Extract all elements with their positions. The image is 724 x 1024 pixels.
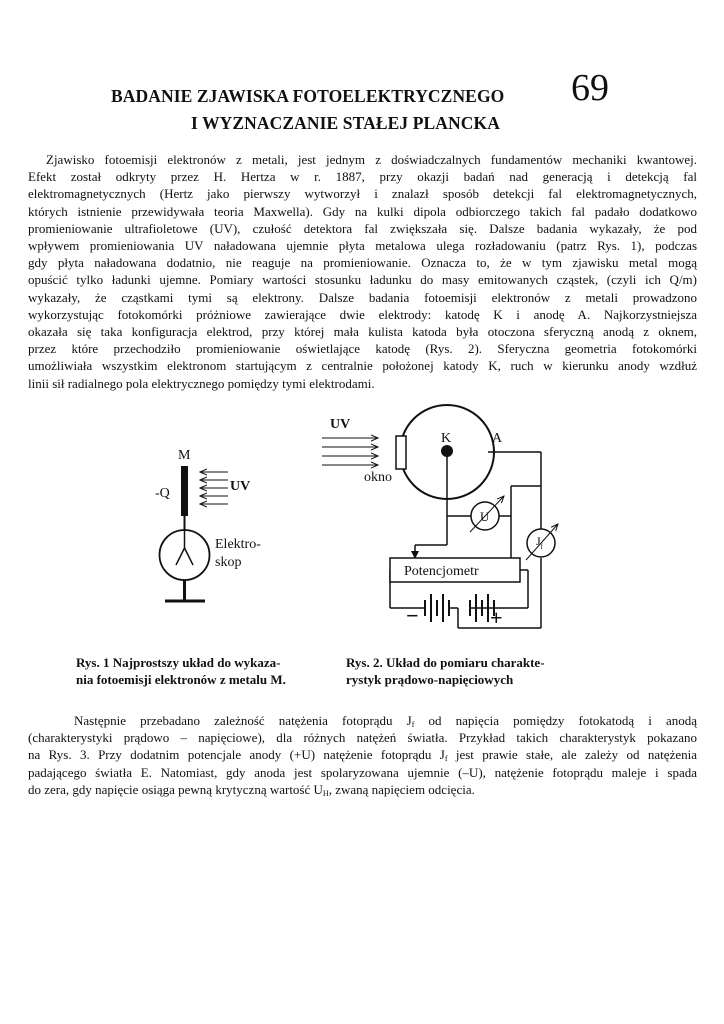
text-line: linii sił radialnego pola elektrycznego pomiędzy tymi elektrodami. [28, 375, 375, 391]
characteristics-paragraph [28, 712, 697, 798]
text-line: opuścić tylko ładunki ujemne. Pomiary wartości stosunku ładunku do masy emitowanych cząstek, (czyli ich Q/m) [28, 272, 697, 288]
subscript: H [322, 788, 329, 798]
fig2-label-k: K [441, 431, 452, 446]
fig2-label-u: U [480, 509, 490, 524]
fig1-label-charge: -Q [155, 486, 170, 501]
text-line [28, 781, 697, 798]
fig2-label-a: A [492, 431, 503, 446]
figure-1-caption [76, 654, 286, 688]
fig1-label-electroscope-1: Elektro- [215, 537, 261, 552]
text-span: Następnie przebadano zależność natężenia fotoprądu J [74, 713, 412, 728]
exercise-number: 69 [571, 67, 609, 109]
caption-line: rystyk prądowo-napięciowych [346, 672, 514, 687]
caption-line: Rys. 1 Najprostszy układ do wykaza- [76, 655, 281, 670]
text-line: okazała się taka konfiguracja elektrod, przy której mała kulista katoda była otoczona sferyczną anodą z oknem, [28, 324, 697, 340]
page-title-line-2: I WYZNACZANIE STAŁEJ PLANCKA [191, 113, 500, 133]
fig2-label-window: okno [364, 470, 392, 485]
fig2-label-j-main: J [536, 534, 541, 548]
caption-line: nia fotoemisji elektronów z metalu M. [76, 672, 286, 687]
figure-2-caption [346, 654, 545, 688]
text-line: (charakterystyki prądowo – napięciowe), dla różnych natężeń światła. Przykład takich charakterystyk pokazano [28, 730, 697, 746]
fig1-label-m: M [178, 448, 191, 463]
text-span: od napięcia pomiędzy fotokatodą i anodą [414, 713, 697, 728]
fig2-label-j-sub: f [540, 543, 544, 551]
subscript: f [411, 720, 415, 729]
text-line: wykazały, że cząstkami tymi są elektrony. Dalsze badania fotoemisji elektronów z metali prowadzono [28, 289, 697, 305]
text-line [28, 746, 697, 763]
text-line: Zjawisko fotoemisji elektronów z metali, jest jednym z doświadczalnych fundamentów mechaniki kwantowej. [46, 152, 697, 167]
text-line: których istnienie przewidywała teoria Maxwella). Gdy na kulki dipola odbiorczego takich fal padało dodatkowo [28, 203, 697, 219]
uv-arrows-fig1 [200, 472, 228, 504]
uv-arrows-fig2 [322, 438, 378, 465]
fig1-label-uv: UV [230, 479, 251, 494]
text-line: wpływem promieniowania UV naładowana ujemnie płyta metalowa ulega rozładowaniu (patrz Rys. 1), podczas [28, 238, 697, 254]
text-line: wykorzystując fotokomórki próżniowe zawierające dwie elektrody: katodę K i anodę A. Najkorzystniejsza [28, 306, 697, 322]
text-line: padającego światła E. Natomiast, gdy anoda jest spolaryzowana ujemnie (–U), natężenie fotoprądu maleje i spada [28, 764, 697, 780]
figure-2 [322, 405, 558, 630]
text-line: promieniowanie ultrafioletowe (UV), czułość detektora fal zwiększała się. Dalsze badania wykazały, że pod [28, 220, 697, 236]
text-line: gdy płyta naładowana dodatnio, nie reaguje na promieniowanie. Oznacza to, że w tym zjawisku metal mogą [28, 255, 697, 271]
text-span: jest prawie stałe, ale zależy od natężenia [447, 747, 697, 763]
page-title-line-1: BADANIE ZJAWISKA FOTOELEKTRYCZNEGO [111, 86, 505, 106]
text-span: , zwaną napięciem odcięcia. [328, 781, 475, 797]
fig1-label-electroscope-2: skop [215, 555, 242, 570]
text-line: Efekt został odkryty przez H. Hertza w r. 1887, przy okazji badań nad generacją i detekcją fal [28, 169, 697, 185]
text-line: przez które przechodziło promieniowanie oświetlające katodę (Rys. 2). Sferyczna geometria fotokomórki [28, 341, 697, 357]
text-line: elektromagnetycznych (Hertz jako pierwszy wytworzył i znalazł sposób detekcji fal elektromagnetycznych, [28, 186, 697, 202]
text-line [28, 712, 697, 729]
caption-line: Rys. 2. Układ do pomiaru charakte- [346, 655, 545, 670]
fig2-label-potentiometer: Potencjometr [404, 564, 479, 579]
metal-plate [181, 466, 188, 516]
circuit-wires [390, 451, 541, 628]
text-span: do zera, gdy napięcie osiąga pewną krytyczną wartość U [28, 781, 323, 797]
battery-plus: + [490, 605, 503, 630]
subscript: f [444, 754, 448, 764]
text-line: umożliwiała wszystkim elektronom startującym z centralnie położonej katody K, ruch w kierunku anody wzdłuż [28, 358, 697, 374]
photocell-window [396, 436, 406, 469]
text-span: na Rys. 3. Przy dodatnim potencjale anody (+U) natężenie fotoprądu J [28, 747, 445, 763]
fig2-label-uv: UV [330, 417, 351, 432]
figure-1 [155, 448, 261, 601]
battery-minus: − [406, 603, 419, 628]
